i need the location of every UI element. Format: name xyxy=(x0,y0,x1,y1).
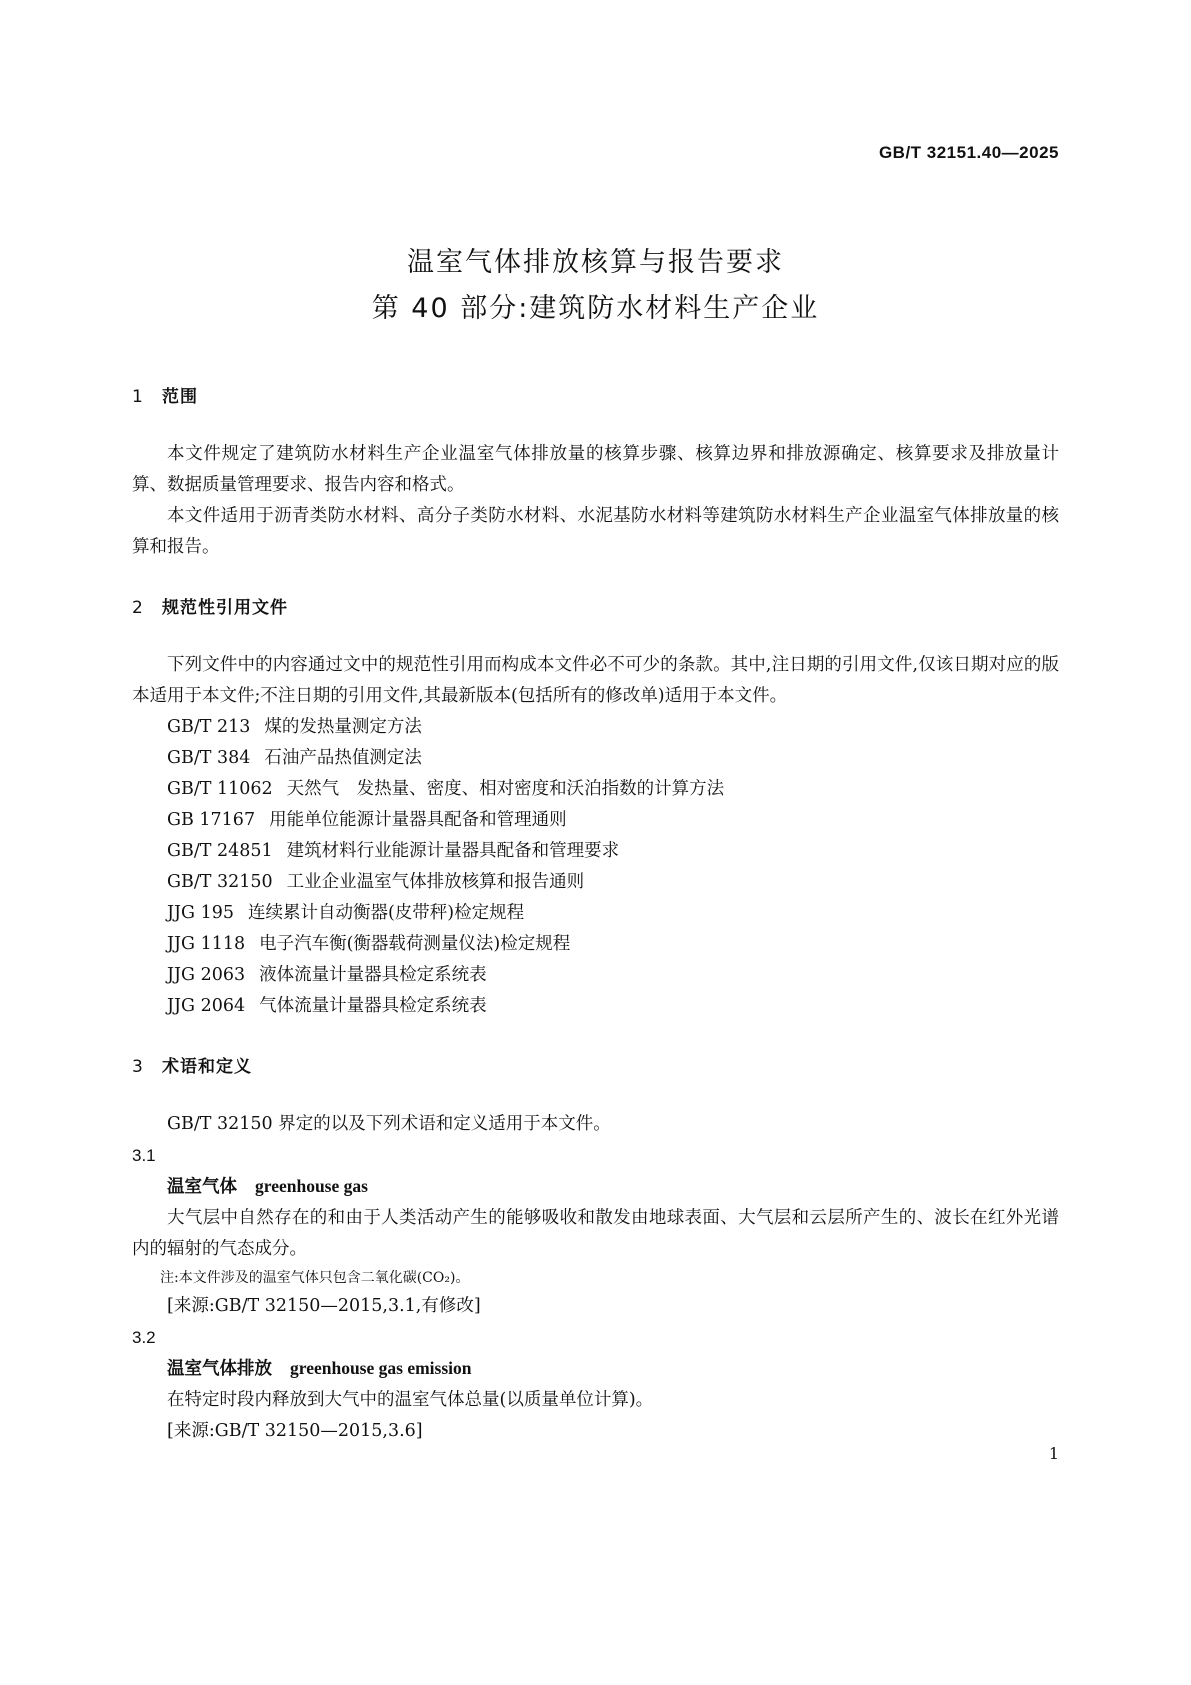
page-number: 1 xyxy=(1048,1444,1059,1463)
standard-code: GB/T 32151.40—2025 xyxy=(878,143,1059,162)
term-title xyxy=(132,1353,1059,1385)
term-en: greenhouse gas emission xyxy=(290,1358,472,1378)
term-en: greenhouse gas xyxy=(255,1176,368,1196)
terms-intro: GB/T 32150 界定的以及下列术语和定义适用于本文件。 xyxy=(167,1114,611,1134)
term-zh: 温室气体 xyxy=(167,1177,237,1197)
reference-list xyxy=(132,712,1059,1022)
list-item: GB/T 11062 天然气 发热量、密度、相对密度和沃泊指数的计算方法 xyxy=(167,779,725,799)
term-title xyxy=(132,1171,1059,1203)
list-item: GB/T 384 石油产品热值测定法 xyxy=(167,748,422,768)
section-number: 3 xyxy=(132,1057,144,1077)
list-item: JJG 195 连续累计自动衡器(皮带秤)检定规程 xyxy=(167,903,525,923)
scope-paragraph-1: 本文件规定了建筑防水材料生产企业温室气体排放量的核算步骤、核算边界和排放源确定、核算要求及排放量计算、数据质量管理要求、报告内容和格式。 xyxy=(132,444,1059,495)
term-number: 3.2 xyxy=(132,1328,156,1347)
list-item: GB/T 32150 工业企业温室气体排放核算和报告通则 xyxy=(167,872,585,892)
normative-refs-intro: 下列文件中的内容通过文中的规范性引用而构成本文件必不可少的条款。其中,注日期的引用文件,仅该日期对应的版本适用于本文件;不注日期的引用文件,其最新版本(包括所有的修改单)适用于本文件。 xyxy=(132,655,1059,706)
list-item: JJG 2064 气体流量计量器具检定系统表 xyxy=(167,996,487,1016)
list-item: GB/T 24851 建筑材料行业能源计量器具配备和管理要求 xyxy=(167,841,620,861)
section-2-heading xyxy=(132,593,1059,618)
title-line-1: 温室气体排放核算与报告要求 xyxy=(407,247,784,278)
document-title xyxy=(0,240,1191,332)
list-item: JJG 2063 液体流量计量器具检定系统表 xyxy=(167,965,487,985)
document-body xyxy=(132,382,1059,1447)
section-title: 术语和定义 xyxy=(162,1057,252,1077)
term-note: 注:本文件涉及的温室气体只包含二氧化碳(CO₂)。 xyxy=(160,1270,470,1286)
section-3-heading xyxy=(132,1052,1059,1077)
term-definition: 大气层中自然存在的和由于人类活动产生的能够吸收和散发由地球表面、大气层和云层所产生的、波长在红外光谱内的辐射的气态成分。 xyxy=(132,1208,1059,1259)
term-definition: 在特定时段内释放到大气中的温室气体总量(以质量单位计算)。 xyxy=(167,1390,654,1410)
list-item: GB/T 213 煤的发热量测定方法 xyxy=(167,717,422,737)
title-line-2: 第 40 部分:建筑防水材料生产企业 xyxy=(371,293,820,324)
section-title: 范围 xyxy=(162,387,198,407)
term-source: [来源:GB/T 32150—2015,3.6] xyxy=(167,1421,423,1441)
section-number: 1 xyxy=(132,387,144,407)
list-item: JJG 1118 电子汽车衡(衡器载荷测量仪法)检定规程 xyxy=(167,934,571,954)
section-1-heading xyxy=(132,382,1059,407)
scope-paragraph-2: 本文件适用于沥青类防水材料、高分子类防水材料、水泥基防水材料等建筑防水材料生产企业温室气体排放量的核算和报告。 xyxy=(132,506,1059,557)
term-number: 3.1 xyxy=(132,1146,156,1165)
term-source: [来源:GB/T 32150—2015,3.1,有修改] xyxy=(167,1296,481,1316)
section-number: 2 xyxy=(132,598,144,618)
section-title: 规范性引用文件 xyxy=(162,598,288,618)
term-zh: 温室气体排放 xyxy=(167,1359,272,1379)
list-item: GB 17167 用能单位能源计量器具配备和管理通则 xyxy=(167,810,567,830)
